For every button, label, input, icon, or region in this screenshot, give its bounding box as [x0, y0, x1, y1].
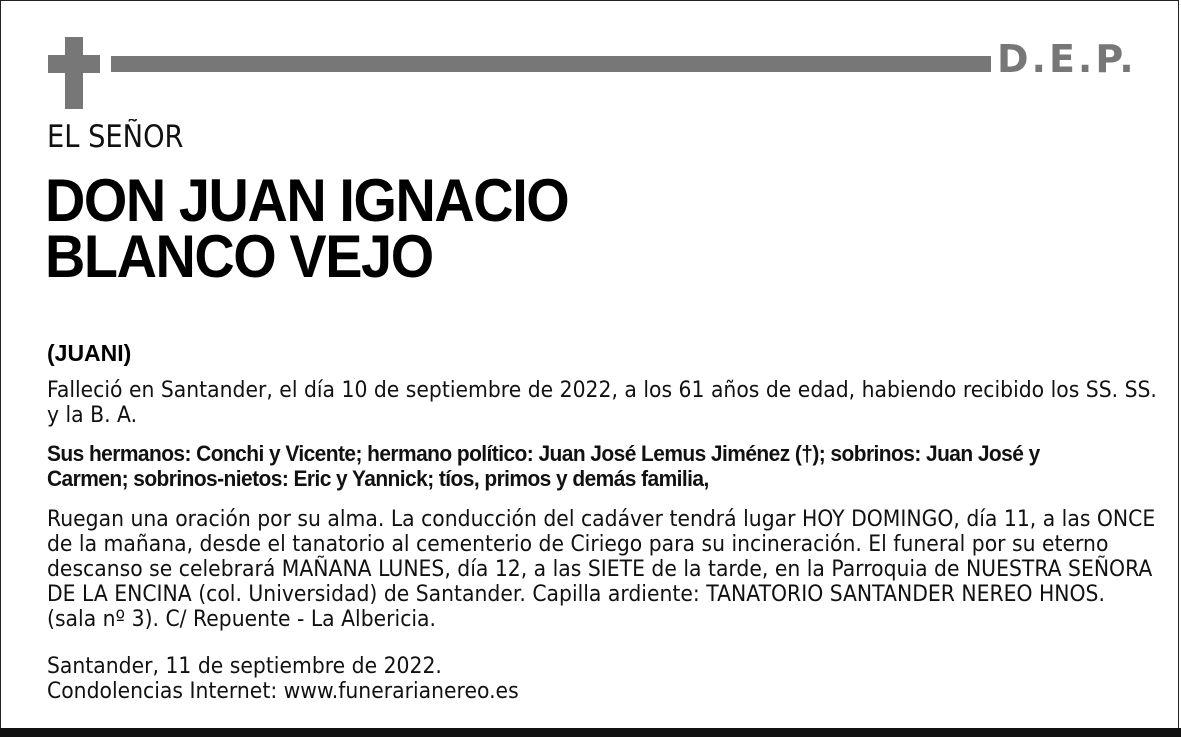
deceased-name-line-2: BLANCO VEJO: [45, 223, 433, 290]
nickname: (JUANI): [47, 340, 132, 366]
service-line: de la mañana, desde el tanatorio al cementerio de Ciriego para su incineración. El funeral por su eterno: [47, 531, 1109, 557]
footer-paragraph: [47, 654, 1115, 704]
death-notice-paragraph: [47, 377, 1157, 428]
family-line: Carmen; sobrinos-nietos: Eric y Yannick; tíos, primos y demás familia,: [47, 466, 709, 491]
bottom-rule: [0, 728, 1181, 737]
family-paragraph: [47, 441, 1144, 491]
deceased-name: [45, 167, 569, 290]
deceased-name-line-1: DON JUAN IGNACIO: [45, 167, 569, 234]
service-line: Ruegan una oración por su alma. La conducción del cadáver tendrá lugar HOY DOMINGO, día 11, a las ONCE: [47, 506, 1156, 532]
service-line: descanso se celebrará MAÑANA LUNES, día 12, a las SIETE de la tarde, en la Parroquia de NUESTRA SEÑORA: [47, 556, 1153, 582]
cross-icon: [65, 37, 83, 109]
death-notice-line: Falleció en Santander, el día 10 de septiembre de 2022, a los 61 años de edad, habiendo recibido los SS. SS.: [47, 377, 1157, 403]
service-line: DE LA ENCINA (col. Universidad) de Santander. Capilla ardiente: TANATORIO SANTANDER NEREO HNOS.: [47, 581, 1105, 607]
cross-icon-bar: [48, 55, 100, 73]
footer-condolences-line: Condolencias Internet: www.funerarianereo.es: [47, 678, 519, 704]
header-rule: [111, 56, 991, 72]
death-notice-line: y la B. A.: [47, 402, 138, 428]
family-line: Sus hermanos: Conchi y Vicente; hermano político: Juan José Lemus Jiménez (†); sobrinos: Juan José y: [47, 441, 1040, 466]
service-line: (sala nº 3). C/ Repuente - La Albericia.: [47, 606, 437, 632]
honorific: EL SEÑOR: [47, 119, 184, 155]
service-details-paragraph: [47, 506, 1156, 632]
footer-date-line: Santander, 11 de septiembre de 2022.: [47, 653, 442, 679]
dep-label: D.E.P.: [997, 37, 1137, 81]
